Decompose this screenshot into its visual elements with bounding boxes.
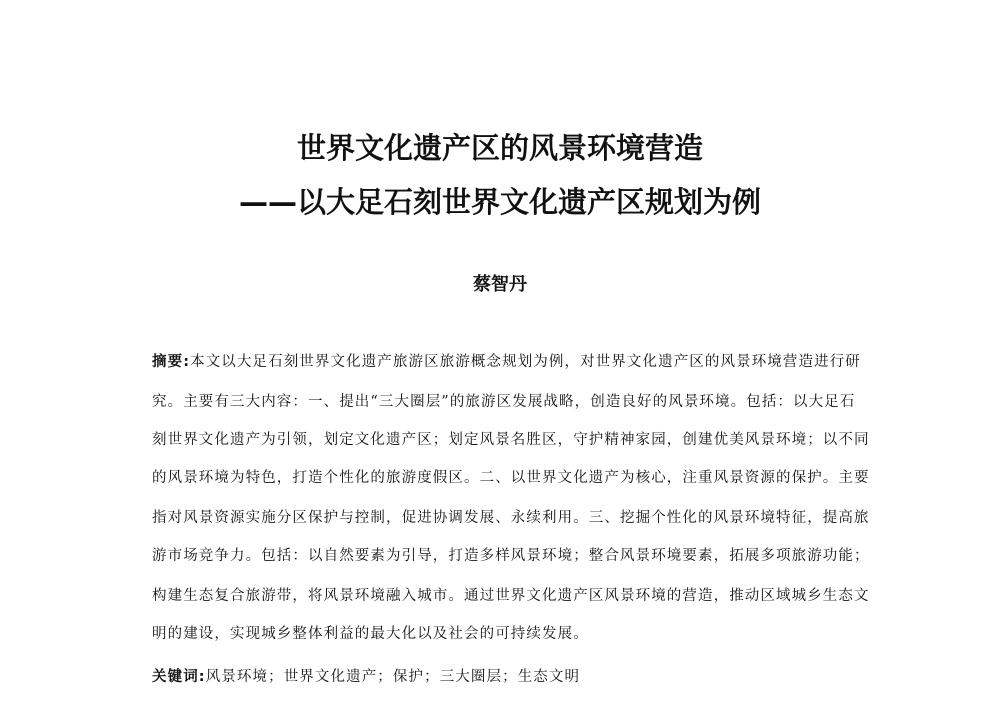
abstract-line: 游市场竞争力。包括：以自然要素为引导，打造多样风景环境；整合风景环境要素，拓展多项旅游功能； [152, 548, 870, 564]
abstract-line: 的风景环境为特色，打造个性化的旅游度假区。二、以世界文化遗产为核心，注重风景资源的保护。主要 [152, 470, 870, 486]
paper-subtitle: ——以大足石刻世界文化遗产区规划为例 [238, 185, 761, 219]
author-name: 蔡智丹 [473, 274, 527, 295]
abstract-text: 本文以大足石刻世界文化遗产旅游区旅游概念规划为例，对世界文化遗产区的风景环境营造进行研 [190, 354, 861, 370]
abstract-label: 摘要: [152, 354, 191, 370]
abstract-line: 明的建设，实现城乡整体利益的最大化以及社会的可持续发展。 [152, 626, 589, 642]
keywords-label: 关键词: [152, 669, 206, 685]
abstract-line: 指对风景资源实施分区保护与控制，促进协调发展、永续利用。三、挖掘个性化的风景环境特征，提高旅 [152, 510, 870, 526]
keywords-line [152, 667, 580, 687]
abstract-line: 究。主要有三大内容：一、提出“三大圈层”的旅游区发展战略，创造良好的风景环境。包括：以大足石 [152, 394, 856, 410]
abstract-line: 刻世界文化遗产为引领，划定文化遗产区；划定风景名胜区，守护精神家园，创建优美风景环境；以不同 [152, 432, 870, 448]
abstract-line: 构建生态复合旅游带，将风景环境融入城市。通过世界文化遗产区风景环境的营造，推动区域城乡生态文 [152, 588, 870, 604]
abstract-line [152, 352, 861, 372]
paper-title: 世界文化遗产区的风景环境营造 [296, 131, 703, 165]
keywords-text: 风景环境；世界文化遗产；保护；三大圈层；生态文明 [205, 669, 581, 685]
